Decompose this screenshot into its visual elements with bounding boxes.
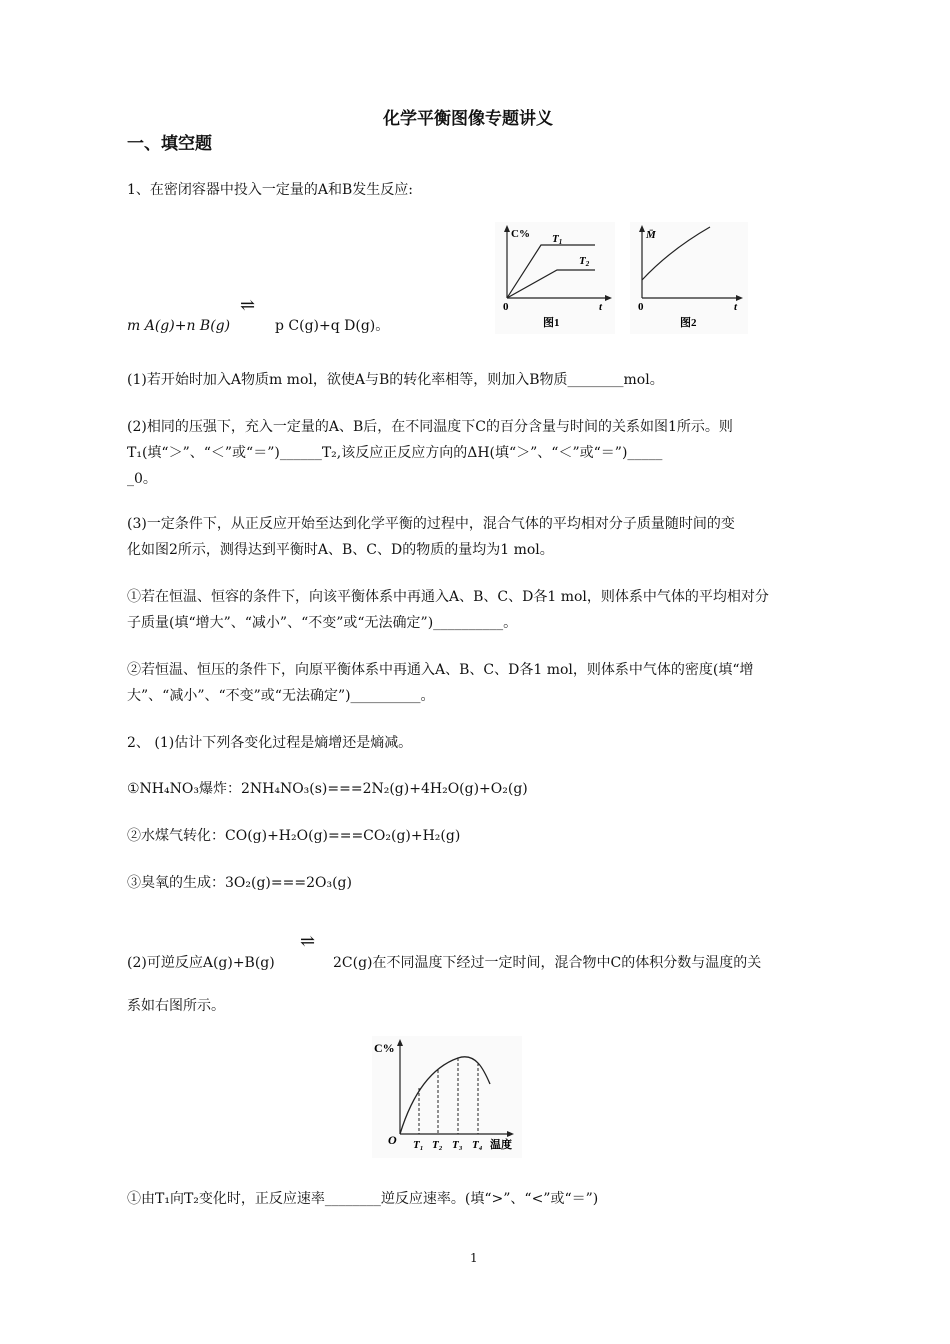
- figure-2: [630, 222, 748, 334]
- figure-3: [372, 1036, 522, 1158]
- fig1-xlabel: t: [599, 301, 603, 313]
- fig3-tick-t2: T₂: [432, 1139, 443, 1151]
- fig1-origin: 0: [503, 301, 509, 313]
- q1-part4-line1: ①若在恒温、恒容的条件下，向该平衡体系中再通入A、B、C、D各1 mol，则体系中气体的平均相对分: [127, 589, 769, 605]
- q2-part3: ①由T₁向T₂变化时，正反应速率________逆反应速率。(填“>”、“<”或“＝”): [127, 1191, 599, 1207]
- fig2-caption: 图2: [680, 317, 697, 329]
- fig3-ylabel: C%: [374, 1041, 395, 1055]
- q1-part5-line1: ②若恒温、恒压的条件下，向原平衡体系中再通入A、B、C、D各1 mol，则体系中气体的密度(填“增: [127, 662, 754, 678]
- fig1-t1-label: T: [552, 233, 559, 245]
- fig2-xlabel: t: [734, 301, 738, 313]
- doc-title: 化学平衡图像专题讲义: [383, 109, 553, 129]
- q1-part2-line3: _0。: [127, 471, 157, 487]
- fig3-xlabel: 温度: [490, 1139, 512, 1151]
- q1-part5-line2: 大”、“减小”、“不变”或“无法确定”)__________。: [127, 688, 435, 704]
- q2-part2-right: 2C(g)在不同温度下经过一定时间，混合物中C的体积分数与温度的关: [333, 955, 762, 971]
- q1-part2-line1: (2)相同的压强下，充入一定量的A、B后，在不同温度下C的百分含量与时间的关系如图1所示。则: [127, 419, 733, 435]
- q2-intro: 2、 (1)估计下列各变化过程是熵增还是熵减。: [127, 735, 413, 751]
- q2-part2-line2: 系如右图所示。: [127, 998, 225, 1014]
- q1-reaction-right: p C(g)+q D(g)。: [275, 318, 390, 334]
- section-heading: 一、填空题: [127, 134, 212, 154]
- figure-1: [495, 222, 615, 334]
- page-number: 1: [470, 1251, 478, 1265]
- fig2-ylabel: M̄: [646, 229, 656, 241]
- fig1-t1-sub: 1: [558, 238, 563, 246]
- q1-part3-line2: 化如图2所示，测得达到平衡时A、B、C、D的物质的量均为1 mol。: [127, 542, 554, 558]
- fig1-t2-label: T: [579, 255, 586, 267]
- fig1-ylabel: C%: [511, 228, 530, 240]
- fig3-origin: O: [388, 1133, 397, 1147]
- q1-part2-line2: T₁(填“＞”、“＜”或“＝”)______T₂,该反应正反应方向的ΔH(填“＞”、“＜”或“＝”)_____: [127, 445, 663, 461]
- q1-reaction-left: m A(g)+n B(g): [127, 318, 231, 334]
- q2-reaction-3: ③臭氧的生成：3O₂(g)===2O₃(g): [127, 875, 352, 891]
- q2-reaction-2: ②水煤气转化：CO(g)+H₂O(g)===CO₂(g)+H₂(g): [127, 828, 461, 844]
- q1-part1: (1)若开始时加入A物质m mol，欲使A与B的转化率相等，则加入B物质________mol。: [127, 372, 664, 388]
- fig3-tick-t1: T₁: [413, 1139, 424, 1151]
- q2-part2-left: (2)可逆反应A(g)+B(g): [127, 955, 275, 971]
- fig3-tick-t3: T₃: [452, 1139, 463, 1151]
- q1-intro: 1、在密闭容器中投入一定量的A和B发生反应:: [127, 182, 414, 198]
- q1-part4-line2: 子质量(填“增大”、“减小”、“不变”或“无法确定”)__________。: [127, 615, 518, 631]
- eq-arrow: ⇌: [240, 295, 256, 316]
- fig1-caption: 图1: [543, 317, 560, 329]
- fig3-tick-t4: T₄: [472, 1139, 483, 1151]
- fig2-origin: 0: [638, 301, 644, 313]
- q2-reaction-1: ①NH₄NO₃爆炸：2NH₄NO₃(s)===2N₂(g)+4H₂O(g)+O₂(g): [127, 781, 528, 797]
- eq-arrow: ⇌: [300, 931, 316, 952]
- q1-part3-line1: (3)一定条件下，从正反应开始至达到化学平衡的过程中，混合气体的平均相对分子质量随时间的变: [127, 516, 735, 532]
- fig1-t2-sub: 2: [585, 260, 590, 268]
